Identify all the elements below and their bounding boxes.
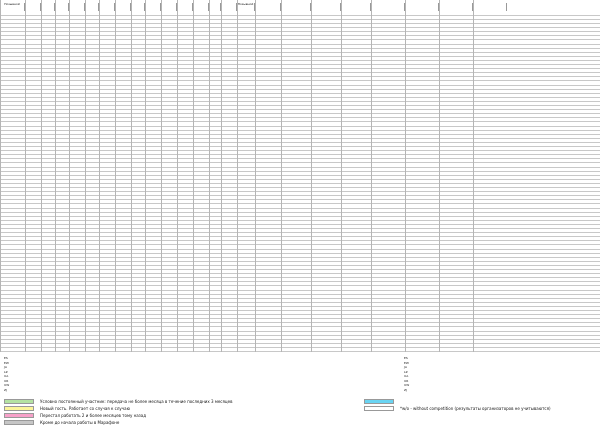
legend-text: Условно постоянный участник: передача не более месяца в течение последних 3 месяцев	[40, 398, 233, 404]
header-cell	[255, 3, 281, 11]
column-separator	[371, 0, 372, 352]
header-cell	[85, 3, 99, 11]
header-cell	[41, 3, 55, 11]
column-separator	[439, 0, 440, 352]
column-separator	[193, 0, 194, 352]
column-separator	[145, 0, 146, 352]
column-separator	[237, 0, 238, 352]
table-row	[0, 348, 600, 352]
footer-right-prefix-label: JA	[404, 365, 407, 369]
column-separator	[177, 0, 178, 352]
header-cell	[473, 3, 507, 11]
column-separator	[281, 0, 282, 352]
header-cell	[371, 3, 405, 11]
legend-item	[364, 398, 400, 404]
header-cell	[115, 3, 131, 11]
footer-right-prefix-label: UW	[404, 383, 410, 387]
header-cell	[311, 3, 341, 11]
footer-prefix-label: JA	[4, 365, 7, 369]
column-separator	[115, 0, 116, 352]
legend-text: Новый гость. Работает со случая к случаю	[40, 405, 130, 411]
header-cell	[221, 3, 237, 11]
column-separator	[209, 0, 210, 352]
column-separator	[55, 0, 56, 352]
footer-prefix-label: ES	[4, 356, 8, 360]
header-cell	[193, 3, 209, 11]
footer-right-prefix-label: UA	[404, 374, 409, 378]
summary-footer	[0, 356, 600, 394]
footer-prefix-label: ZJ	[4, 387, 7, 392]
header-cell	[439, 3, 473, 11]
legend-swatch	[4, 399, 34, 404]
column-separator	[25, 0, 26, 352]
legend-swatch	[364, 406, 394, 411]
legend-item	[364, 405, 551, 411]
legend-right	[360, 398, 600, 434]
column-separator	[221, 0, 222, 352]
column-separator	[473, 0, 474, 352]
header-cell	[161, 3, 177, 11]
legend-item	[4, 419, 119, 425]
column-separator	[69, 0, 70, 352]
footer-right-prefix-label: LZ	[404, 369, 408, 374]
column-separator	[341, 0, 342, 352]
column-separator	[0, 0, 1, 352]
column-separator	[99, 0, 100, 352]
footer-prefix-label: UR	[4, 378, 9, 383]
column-separator	[255, 0, 256, 352]
column-separator	[161, 0, 162, 352]
column-separator	[41, 0, 42, 352]
column-separator	[85, 0, 86, 352]
legend-item	[4, 398, 232, 404]
legend-text: Перестал работать 2 и более месяцев тому назад	[40, 412, 147, 418]
legend-item	[4, 412, 146, 418]
legend-text: Кроме до начала работы в Марафоне	[40, 419, 120, 425]
legend-swatch	[364, 399, 394, 404]
footer-right-prefix-label: ES	[404, 356, 408, 360]
legend-text: *w/o - without competition (результаты организаторов не учитываются)	[400, 405, 551, 411]
column-separator	[131, 0, 132, 352]
header-cell	[405, 3, 439, 11]
legend-swatch	[4, 413, 34, 418]
header-cell	[69, 3, 85, 11]
footer-prefix-label: EW	[4, 360, 9, 365]
header-cell	[131, 3, 145, 11]
header-cell: Позывной	[237, 3, 255, 11]
header-cell	[99, 3, 115, 11]
header-cell	[281, 3, 311, 11]
legend-swatch	[4, 406, 34, 411]
header-cell	[55, 3, 69, 11]
legend-swatch	[4, 420, 34, 425]
header-cell: Позывной	[0, 3, 25, 11]
column-separator	[311, 0, 312, 352]
header-cell	[25, 3, 41, 11]
footer-right-prefix-label: EW	[404, 360, 409, 365]
footer-right-prefix-label: UR	[404, 378, 409, 383]
legend-item	[4, 405, 130, 411]
header-cell	[209, 3, 221, 11]
header-cell	[341, 3, 371, 11]
column-separator	[405, 0, 406, 352]
footer-prefix-label: UA	[4, 374, 9, 378]
legend-left	[0, 398, 360, 434]
header-cell	[177, 3, 193, 11]
footer-right-prefix-label: ZJ	[404, 387, 407, 392]
header-cell	[145, 3, 161, 11]
footer-prefix-label: LZ	[4, 369, 8, 374]
footer-prefix-label: UW	[4, 383, 10, 387]
